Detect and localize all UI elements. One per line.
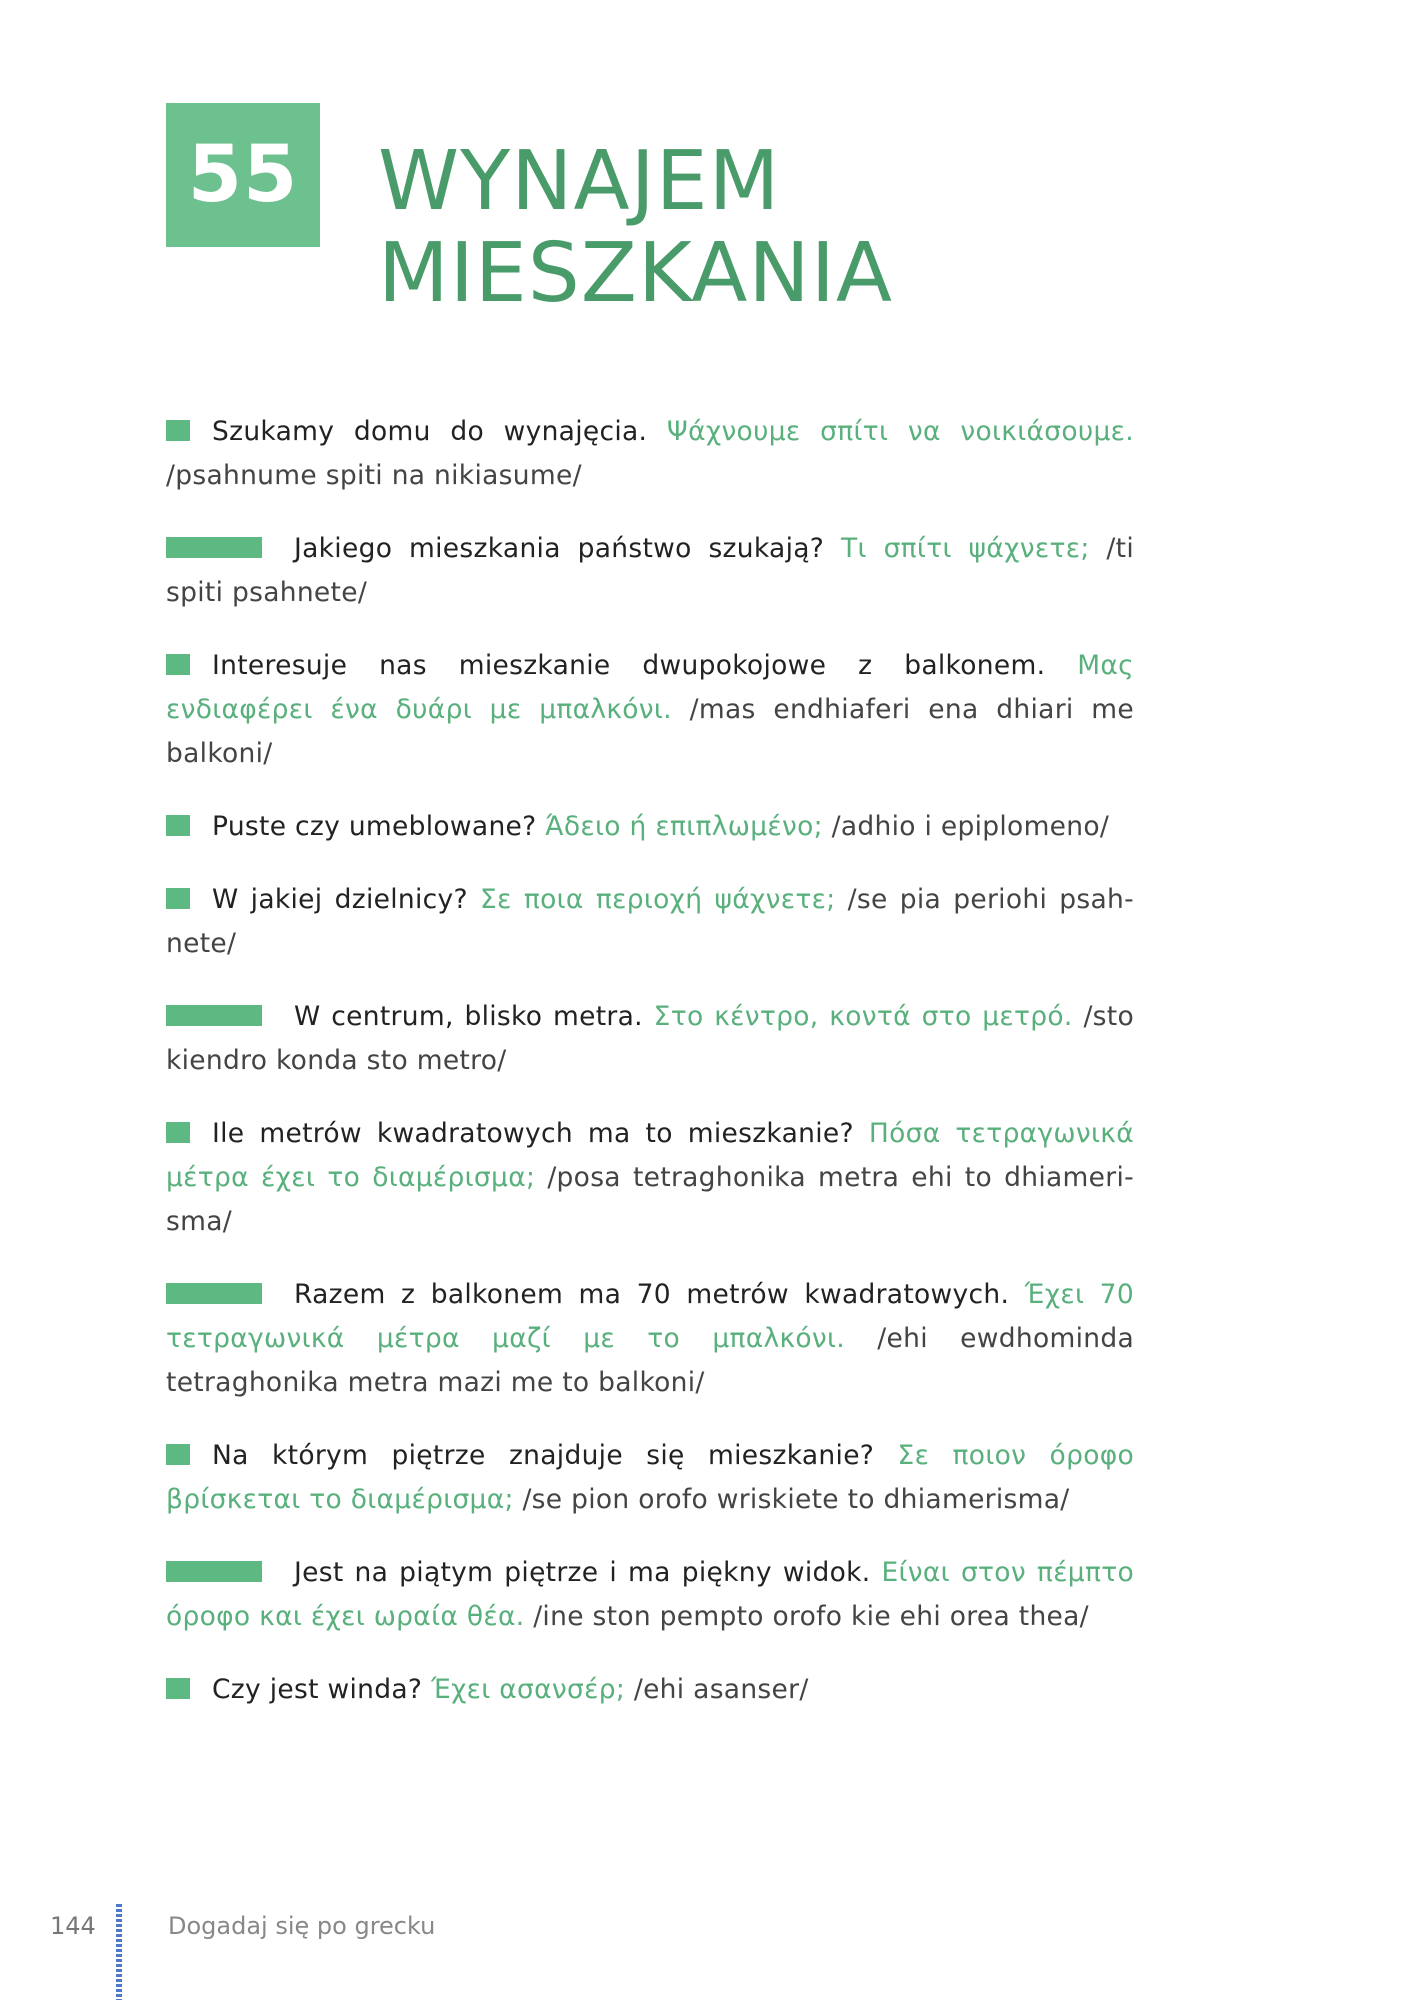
dialogue-line <box>166 805 1134 849</box>
transliteration-text: /ehi asanser/ <box>633 1674 809 1705</box>
greek-text: Σε ποιον όροφο βρίσκεται το διαμέρισμα; <box>166 1440 1134 1515</box>
greek-text: Έχει 70 τετραγωνικά μέτρα μαζί με το μπαλκόνι. <box>166 1279 1134 1354</box>
transliteration-text: /ehi ewdhominda tetraghonika metra mazi me to balkoni/ <box>166 1323 1135 1398</box>
greek-text: Είναι στον πέμπτο όροφο και έχει ωραία θέα. <box>166 1557 1134 1632</box>
polish-text: Ile metrów kwadratowych ma to mieszkanie? <box>212 1118 854 1149</box>
dialogue-list <box>166 410 1134 1741</box>
transliteration-text: /ti spiti psahnete/ <box>166 533 1134 608</box>
dialogue-line <box>166 1273 1134 1405</box>
greek-text: Άδειο ή επιπλωμένο; <box>545 811 823 842</box>
transliteration-text: /sto kiendro konda sto metro/ <box>166 1001 1134 1076</box>
question-marker-icon <box>166 815 190 836</box>
greek-text: Σε ποια περιοχή ψάχνετε; <box>480 884 836 915</box>
answer-marker-icon <box>166 537 262 558</box>
greek-text: Έχει ασανσέρ; <box>431 1674 626 1705</box>
footer-divider <box>116 1904 122 2000</box>
dialogue-line <box>166 1551 1134 1639</box>
dialogue-line <box>166 1668 1134 1712</box>
dialogue-line <box>166 878 1134 966</box>
greek-text: Μας ενδιαφέρει ένα δυάρι με μπαλκόνι. <box>166 650 1134 725</box>
transliteration-text: /posa tetraghonika metra ehi to dhiameri-sma/ <box>166 1162 1134 1237</box>
transliteration-text: /se pion orofo wriskiete to dhiamerisma/ <box>522 1484 1070 1515</box>
question-marker-icon <box>166 1122 190 1143</box>
transliteration-text: /psahnume spiti na nikiasume/ <box>166 460 582 491</box>
question-marker-icon <box>166 420 190 441</box>
greek-text: Ψάχνουμε σπίτι να νοικιάσουμε. <box>666 416 1134 447</box>
polish-text: Na którym piętrze znajduje się mieszkanie? <box>212 1440 875 1471</box>
polish-text: Razem z balkonem ma 70 metrów kwadratowych. <box>294 1279 1010 1310</box>
dialogue-line <box>166 644 1134 776</box>
polish-text: Puste czy umeblowane? <box>212 811 537 842</box>
polish-text: W jakiej dzielnicy? <box>212 884 468 915</box>
polish-text: Czy jest winda? <box>212 1674 423 1705</box>
transliteration-text: /se pia periohi psah-nete/ <box>166 884 1134 959</box>
dialogue-line <box>166 410 1134 498</box>
polish-text: W centrum, blisko metra. <box>294 1001 643 1032</box>
dialogue-line <box>166 1434 1134 1522</box>
question-marker-icon <box>166 888 190 909</box>
chapter-title-line-1: WYNAJEM <box>378 134 781 229</box>
polish-text: Jakiego mieszkania państwo szukają? <box>294 533 825 564</box>
dialogue-line <box>166 527 1134 615</box>
dialogue-line <box>166 995 1134 1083</box>
polish-text: Jest na piątym piętrze i ma piękny widok. <box>294 1557 871 1588</box>
chapter-title <box>378 136 893 320</box>
greek-text: Πόσα τετραγωνικά μέτρα έχει το διαμέρισμα; <box>166 1118 1134 1193</box>
answer-marker-icon <box>166 1005 262 1026</box>
chapter-number: 55 <box>187 130 299 220</box>
transliteration-text: /adhio i epiplomeno/ <box>831 811 1110 842</box>
answer-marker-icon <box>166 1561 262 1582</box>
transliteration-text: /ine ston pempto orofo kie ehi orea thea/ <box>533 1601 1089 1632</box>
question-marker-icon <box>166 1678 190 1699</box>
greek-text: Τι σπίτι ψάχνετε; <box>841 533 1090 564</box>
polish-text: Szukamy domu do wynajęcia. <box>212 416 648 447</box>
question-marker-icon <box>166 654 190 675</box>
polish-text: Interesuje nas mieszkanie dwupokojowe z balkonem. <box>212 650 1046 681</box>
answer-marker-icon <box>166 1283 262 1304</box>
greek-text: Στο κέντρο, κοντά στο μετρό. <box>653 1001 1073 1032</box>
dialogue-line <box>166 1112 1134 1244</box>
page-number: 144 <box>50 1912 96 1940</box>
transliteration-text: /mas endhiaferi ena dhiari me balkoni/ <box>166 694 1134 769</box>
chapter-number-badge <box>166 103 320 247</box>
question-marker-icon <box>166 1444 190 1465</box>
chapter-title-line-2: MIESZKANIA <box>378 226 894 321</box>
book-title: Dogadaj się po grecku <box>168 1912 436 1940</box>
